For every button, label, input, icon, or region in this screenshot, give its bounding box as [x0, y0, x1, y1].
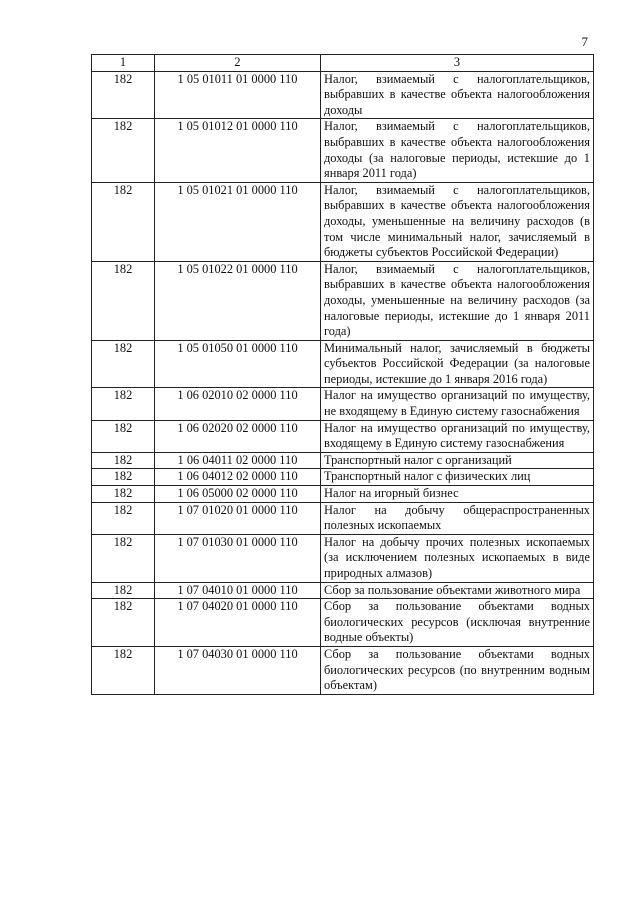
revenue-name-cell: Налог на имущество организаций по имуществу, входящему в Единую систему газоснабжения — [321, 420, 594, 452]
table-row — [92, 261, 594, 340]
admin-code-cell: 182 — [92, 452, 155, 469]
revenue-name-cell: Налог, взимаемый с налогоплательщиков, выбравших в качестве объекта налогообложения доходы (за налоговые периоды, истекшие до 1 января 2011 года) — [321, 119, 594, 182]
table-row — [92, 182, 594, 261]
revenue-name-cell: Налог, взимаемый с налогоплательщиков, выбравших в качестве объекта налогообложения доходы, уменьшенные на величину расходов (за налоговые периоды, истекшие до 1 января 2011 года) — [321, 261, 594, 340]
revenue-name-cell: Сбор за пользование объектами животного мира — [321, 582, 594, 599]
revenue-name-cell: Налог на имущество организаций по имуществу, не входящему в Единую систему газоснабжения — [321, 388, 594, 420]
revenue-name-cell: Транспортный налог с физических лиц — [321, 469, 594, 486]
column-header-3: 3 — [321, 55, 594, 72]
budget-code-cell: 1 06 04012 02 0000 110 — [155, 469, 321, 486]
admin-code-cell: 182 — [92, 582, 155, 599]
budget-code-cell: 1 05 01012 01 0000 110 — [155, 119, 321, 182]
budget-code-cell: 1 05 01021 01 0000 110 — [155, 182, 321, 261]
budget-code-cell: 1 05 01011 01 0000 110 — [155, 71, 321, 119]
table-row — [92, 646, 594, 694]
budget-code-cell: 1 07 01030 01 0000 110 — [155, 534, 321, 582]
admin-code-cell: 182 — [92, 71, 155, 119]
budget-code-cell: 1 07 04010 01 0000 110 — [155, 582, 321, 599]
admin-code-cell: 182 — [92, 119, 155, 182]
table-row — [92, 340, 594, 388]
admin-code-cell: 182 — [92, 599, 155, 647]
table-row — [92, 502, 594, 534]
admin-code-cell: 182 — [92, 182, 155, 261]
admin-code-cell: 182 — [92, 502, 155, 534]
revenue-name-cell: Налог, взимаемый с налогоплательщиков, выбравших в качестве объекта налогообложения доходы, уменьшенные на величину расходов (в том числе минимальный налог, зачисляемый в бюджеты субъектов Российской Федерации) — [321, 182, 594, 261]
budget-code-cell: 1 07 04030 01 0000 110 — [155, 646, 321, 694]
table-row — [92, 582, 594, 599]
revenue-name-cell: Сбор за пользование объектами водных биологических ресурсов (по внутренним водным объектам) — [321, 646, 594, 694]
revenue-name-cell: Налог на добычу прочих полезных ископаемых (за исключением полезных ископаемых в виде природных алмазов) — [321, 534, 594, 582]
budget-code-cell: 1 07 01020 01 0000 110 — [155, 502, 321, 534]
admin-code-cell: 182 — [92, 486, 155, 503]
budget-code-cell: 1 07 04020 01 0000 110 — [155, 599, 321, 647]
revenue-name-cell: Налог на добычу общераспространенных полезных ископаемых — [321, 502, 594, 534]
page-number: 7 — [581, 34, 588, 49]
revenue-name-cell: Сбор за пользование объектами водных биологических ресурсов (исключая внутренние водные объекты) — [321, 599, 594, 647]
budget-code-cell: 1 06 02010 02 0000 110 — [155, 388, 321, 420]
budget-code-cell: 1 05 01050 01 0000 110 — [155, 340, 321, 388]
budget-classification-table — [91, 54, 594, 695]
budget-code-cell: 1 06 02020 02 0000 110 — [155, 420, 321, 452]
table-row — [92, 420, 594, 452]
table-header-row — [92, 55, 594, 72]
budget-code-cell: 1 05 01022 01 0000 110 — [155, 261, 321, 340]
admin-code-cell: 182 — [92, 340, 155, 388]
table-row — [92, 452, 594, 469]
table-row — [92, 71, 594, 119]
table-row — [92, 486, 594, 503]
table-row — [92, 119, 594, 182]
admin-code-cell: 182 — [92, 469, 155, 486]
budget-code-cell: 1 06 04011 02 0000 110 — [155, 452, 321, 469]
table-row — [92, 469, 594, 486]
column-header-1: 1 — [92, 55, 155, 72]
revenue-name-cell: Налог, взимаемый с налогоплательщиков, выбравших в качестве объекта налогообложения доходы — [321, 71, 594, 119]
table-row — [92, 534, 594, 582]
table-row — [92, 388, 594, 420]
admin-code-cell: 182 — [92, 646, 155, 694]
table-row — [92, 599, 594, 647]
admin-code-cell: 182 — [92, 534, 155, 582]
admin-code-cell: 182 — [92, 388, 155, 420]
revenue-name-cell: Транспортный налог с организаций — [321, 452, 594, 469]
revenue-name-cell: Налог на игорный бизнес — [321, 486, 594, 503]
admin-code-cell: 182 — [92, 420, 155, 452]
revenue-name-cell: Минимальный налог, зачисляемый в бюджеты субъектов Российской Федерации (за налоговые периоды, истекшие до 1 января 2016 года) — [321, 340, 594, 388]
budget-code-cell: 1 06 05000 02 0000 110 — [155, 486, 321, 503]
admin-code-cell: 182 — [92, 261, 155, 340]
column-header-2: 2 — [155, 55, 321, 72]
